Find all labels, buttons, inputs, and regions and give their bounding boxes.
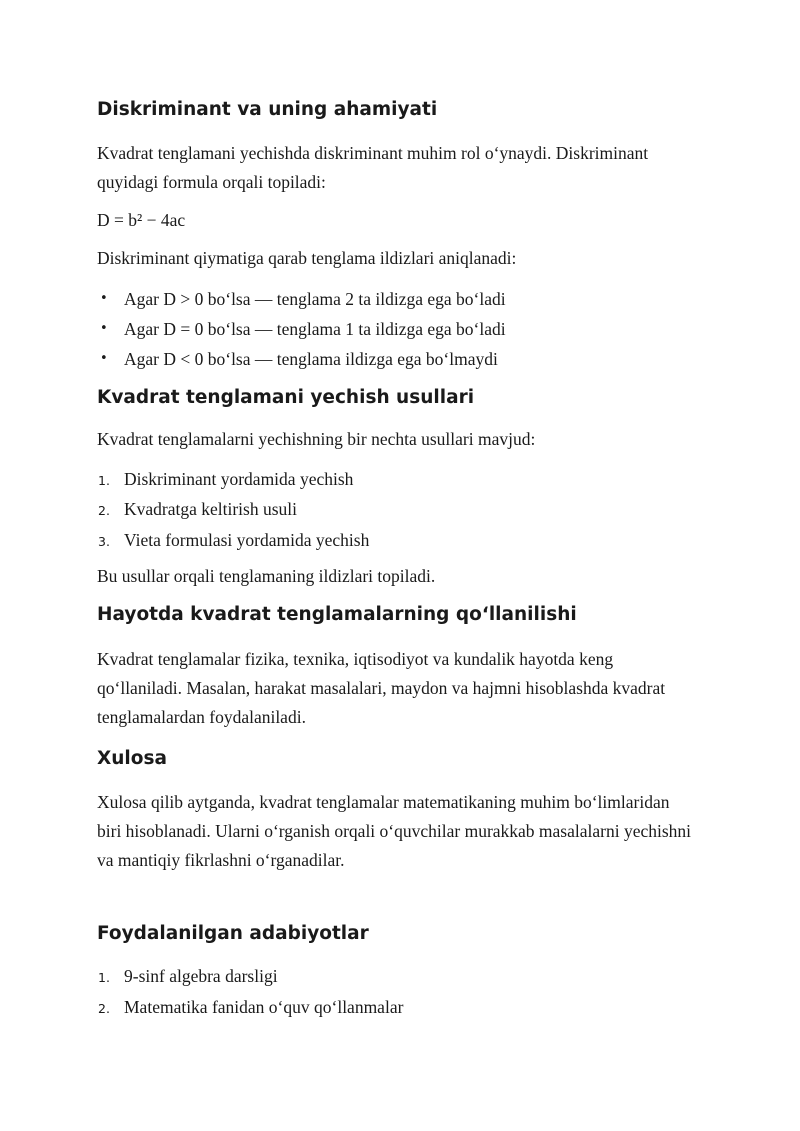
heading-discriminant: Diskriminant va uning ahamiyati xyxy=(97,99,438,120)
formula-discriminant: D = b² − 4ac xyxy=(97,210,186,230)
list-item-text: Kvadratga keltirish usuli xyxy=(124,499,298,519)
list-number: 3. xyxy=(98,534,110,549)
list-item xyxy=(97,288,717,310)
list-item xyxy=(97,498,717,520)
paragraph-discriminant-intro: Kvadrat tenglamani yechishda diskriminant muhim rol o‘ynaydi. Diskriminant quyidagi formula orqali topiladi: xyxy=(97,143,649,192)
list-number: 2. xyxy=(98,1001,110,1016)
heading-references: Foydalanilgan adabiyotlar xyxy=(97,923,369,944)
list-item-text: Vieta formulasi yordamida yechish xyxy=(124,530,370,550)
paragraph-methods-outro: Bu usullar orqali tenglamaning ildizlari topiladi. xyxy=(97,566,436,586)
heading-application: Hayotda kvadrat tenglamalarning qo‘llanilishi xyxy=(97,604,577,625)
list-item-text: Matematika fanidan o‘quv qo‘llanmalar xyxy=(124,997,404,1017)
heading-conclusion: Xulosa xyxy=(97,748,167,769)
list-number: 1. xyxy=(98,473,110,488)
list-item-text: Agar D > 0 bo‘lsa — tenglama 2 ta ildizga ega bo‘ladi xyxy=(124,289,506,309)
list-item xyxy=(97,996,717,1018)
paragraph-discriminant-lead: Diskriminant qiymatiga qarab tenglama ildizlari aniqlanadi: xyxy=(97,248,517,268)
list-item-text: Agar D < 0 bo‘lsa — tenglama ildizga ega bo‘lmaydi xyxy=(124,349,498,369)
paragraph-application: Kvadrat tenglamalar fizika, texnika, iqtisodiyot va kundalik hayotda keng qo‘llaniladi. Masalan, harakat masalalari, maydon va hajmni hisoblashda kvadrat tenglamalardan foydalaniladi. xyxy=(97,649,666,727)
list-item xyxy=(97,348,717,370)
list-item xyxy=(97,468,717,490)
list-item xyxy=(97,965,717,987)
list-item-text: Agar D = 0 bo‘lsa — tenglama 1 ta ildizga ega bo‘ladi xyxy=(124,319,506,339)
paragraph-conclusion: Xulosa qilib aytganda, kvadrat tenglamalar matematikaning muhim bo‘limlaridan biri hisoblanadi. Ularni o‘rganish orqali o‘quvchilar murakkab masalalarni yechishni va mantiqiy fikrlashni o‘rganadilar. xyxy=(97,792,692,870)
bullet-marker: • xyxy=(100,351,108,366)
list-number: 1. xyxy=(98,970,110,985)
bullet-marker: • xyxy=(100,291,108,306)
list-item xyxy=(97,529,717,551)
list-item xyxy=(97,318,717,340)
paragraph-methods-intro: Kvadrat tenglamalarni yechishning bir nechta usullari mavjud: xyxy=(97,429,536,449)
list-number: 2. xyxy=(98,503,110,518)
list-item-text: Diskriminant yordamida yechish xyxy=(124,469,354,489)
bullet-marker: • xyxy=(100,321,108,336)
list-item-text: 9-sinf algebra darsligi xyxy=(124,966,278,986)
heading-methods: Kvadrat tenglamani yechish usullari xyxy=(97,387,475,408)
